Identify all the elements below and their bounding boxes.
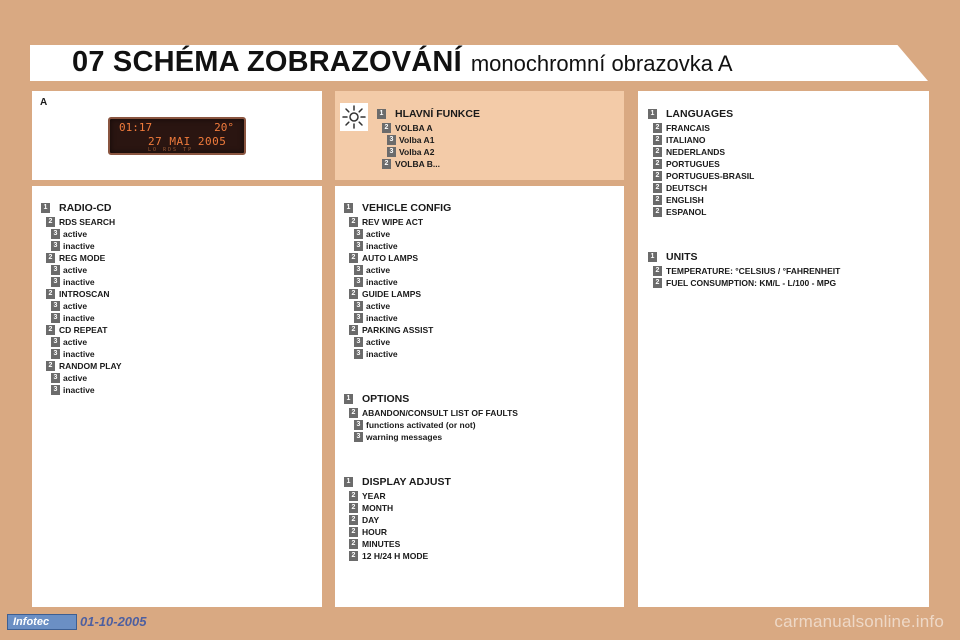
menu-item: 2 RANDOM PLAY — [41, 360, 311, 372]
menu-item: 3 functions activated (or not) — [344, 419, 614, 431]
display-label: A — [40, 97, 48, 108]
menu-item: 1 DISPLAY ADJUST — [344, 474, 614, 490]
lcd-temp: 20° — [214, 121, 234, 134]
menu-item: 2 VOLBA B... — [377, 158, 607, 170]
menu-item: 3 active — [344, 336, 614, 348]
menu-item: 3 active — [344, 264, 614, 276]
menu-item: 1 OPTIONS — [344, 391, 614, 407]
menu-item: 3 inactive — [41, 240, 311, 252]
menu-item: 3 inactive — [41, 348, 311, 360]
menu-item: 1 HLAVNÍ FUNKCE — [377, 106, 607, 122]
menu-item: 3 active — [41, 300, 311, 312]
menu-item: 2 ENGLISH — [648, 194, 918, 206]
menu-item: 3 Volba A2 — [377, 146, 607, 158]
title-sub: monochromní obrazovka A — [470, 51, 733, 76]
menu-item: 3 active — [41, 336, 311, 348]
menu-item: 2 ITALIANO — [648, 134, 918, 146]
infotec-logo: Infotec — [7, 614, 77, 630]
menu-item: 3 inactive — [344, 240, 614, 252]
lcd-time: 01:17 — [119, 121, 153, 134]
vehicle-tree — [344, 200, 614, 360]
options-tree — [344, 391, 614, 443]
menu-item: 2 AUTO LAMPS — [344, 252, 614, 264]
lcd-indicators: LO RDS TP — [148, 147, 194, 153]
menu-item: 3 active — [41, 264, 311, 276]
menu-item: 3 active — [344, 300, 614, 312]
menu-item: 2 MONTH — [344, 502, 614, 514]
main-menu-tree — [377, 106, 607, 170]
menu-item: 1 RADIO-CD — [41, 200, 311, 216]
menu-item: 3 inactive — [344, 276, 614, 288]
menu-item: 3 inactive — [344, 348, 614, 360]
menu-item: 3 warning messages — [344, 431, 614, 443]
menu-item: 3 inactive — [41, 384, 311, 396]
menu-item: 2 FRANCAIS — [648, 122, 918, 134]
menu-item: 2 MINUTES — [344, 538, 614, 550]
menu-item: 2 FUEL CONSUMPTION: KM/L - L/100 - MPG — [648, 277, 918, 289]
menu-item: 2 12 H/24 H MODE — [344, 550, 614, 562]
menu-item: 1 UNITS — [648, 249, 918, 265]
light-icon — [340, 103, 368, 131]
menu-item: 2 TEMPERATURE: °CELSIUS / °FAHRENHEIT — [648, 265, 918, 277]
menu-item: 3 Volba A1 — [377, 134, 607, 146]
menu-item: 2 GUIDE LAMPS — [344, 288, 614, 300]
lcd-display — [108, 117, 246, 155]
menu-item: 3 active — [41, 228, 311, 240]
menu-item: 1 VEHICLE CONFIG — [344, 200, 614, 216]
menu-item: 2 PORTUGUES-BRASIL — [648, 170, 918, 182]
lcd-date: 27 MAI 2005 — [148, 135, 227, 148]
menu-item: 3 active — [41, 372, 311, 384]
page-title — [72, 46, 733, 80]
menu-item: 2 YEAR — [344, 490, 614, 502]
menu-item: 2 PARKING ASSIST — [344, 324, 614, 336]
menu-item: 2 NEDERLANDS — [648, 146, 918, 158]
menu-item: 2 ABANDON/CONSULT LIST OF FAULTS — [344, 407, 614, 419]
languages-tree — [648, 106, 918, 218]
radio-tree — [41, 200, 311, 396]
menu-item: 2 ESPANOL — [648, 206, 918, 218]
watermark: carmanualsonline.info — [774, 612, 944, 631]
menu-item: 2 RDS SEARCH — [41, 216, 311, 228]
units-tree — [648, 249, 918, 289]
menu-item: 2 DAY — [344, 514, 614, 526]
menu-item: 2 INTROSCAN — [41, 288, 311, 300]
display-adjust-tree — [344, 474, 614, 562]
menu-item: 3 inactive — [41, 276, 311, 288]
menu-item: 1 LANGUAGES — [648, 106, 918, 122]
menu-item: 3 inactive — [41, 312, 311, 324]
footer-date: 01-10-2005 — [80, 614, 147, 629]
menu-item: 2 HOUR — [344, 526, 614, 538]
menu-item: 3 inactive — [344, 312, 614, 324]
menu-item: 2 PORTUGUES — [648, 158, 918, 170]
menu-item: 3 active — [344, 228, 614, 240]
title-main: 07 SCHÉMA ZOBRAZOVÁNÍ — [72, 46, 462, 78]
menu-item: 2 VOLBA A — [377, 122, 607, 134]
menu-item: 2 REV WIPE ACT — [344, 216, 614, 228]
menu-item: 2 CD REPEAT — [41, 324, 311, 336]
menu-item: 2 REG MODE — [41, 252, 311, 264]
menu-item: 2 DEUTSCH — [648, 182, 918, 194]
